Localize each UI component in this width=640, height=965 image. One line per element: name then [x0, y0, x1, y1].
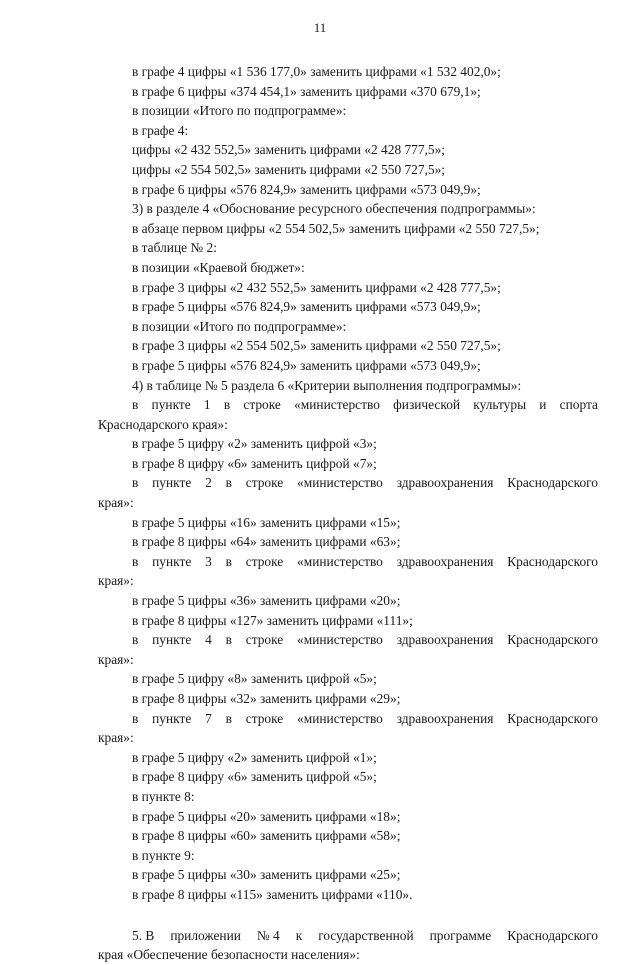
justified-line: 5. В приложении № 4 к государственной программе Краснодарского [132, 927, 598, 943]
page-number: 11 [313, 20, 327, 35]
paragraph-gap [98, 905, 598, 926]
text-line: 4) в таблице № 5 раздела 6 «Критерии выполнения подпрограммы»: [132, 377, 522, 393]
text-line: цифры «2 432 552,5» заменить цифрами «2 428 777,5»; [132, 142, 446, 158]
justified-line: в пункте 3 в строке «министерство здравоохранения Краснодарского [132, 553, 598, 569]
text-line: в позиции «Итого по подпрограмме»: [132, 318, 347, 334]
text-line: в графе 5 цифры «20» заменить цифрами «18»; [132, 808, 401, 824]
text-line: в графе 8 цифру «6» заменить цифрой «5»; [132, 769, 377, 785]
text-line: в графе 5 цифры «30» заменить цифрами «25»; [132, 867, 401, 883]
justified-line: в пункте 7 в строке «министерство здравоохранения Краснодарского [132, 710, 598, 726]
text-line: цифры «2 554 502,5» заменить цифрами «2 550 727,5»; [132, 161, 446, 177]
text-line: в графе 6 цифры «576 824,9» заменить цифрами «573 049,9»; [132, 181, 481, 197]
text-line: в графе 5 цифры «36» заменить цифрами «20»; [132, 593, 401, 609]
text-line: в графе 5 цифры «576 824,9» заменить цифрами «573 049,9»; [132, 357, 481, 373]
text-line: в графе 3 цифры «2 432 552,5» заменить цифрами «2 428 777,5»; [132, 279, 501, 295]
text-line: в графе 8 цифры «60» заменить цифрами «58»; [132, 828, 401, 844]
text-line: края»: [98, 495, 134, 511]
text-line: в графе 5 цифры «16» заменить цифрами «15»; [132, 514, 401, 530]
text-line: в графе 8 цифры «64» заменить цифрами «63»; [132, 534, 401, 550]
text-line: Краснодарского края»: [98, 416, 228, 432]
text-line: в графе 5 цифры «576 824,9» заменить цифрами «573 049,9»; [132, 299, 481, 315]
text-line: в графе 6 цифры «374 454,1» заменить цифрами «370 679,1»; [132, 83, 481, 99]
justified-line: в пункте 4 в строке «министерство здравоохранения Краснодарского [132, 632, 598, 648]
text-line: в пункте 9: [132, 847, 195, 863]
text-line: в графе 5 цифру «2» заменить цифрой «1»; [132, 749, 377, 765]
text-line: в графе 3 цифры «2 554 502,5» заменить цифрами «2 550 727,5»; [132, 338, 501, 354]
text-line: края»: [98, 730, 134, 746]
text-line: края»: [98, 573, 134, 589]
text-line: края «Обеспечение безопасности населения»: [98, 947, 360, 963]
text-line: в графе 4: [132, 122, 189, 138]
document-body [98, 62, 598, 965]
text-line: в графе 8 цифры «32» заменить цифрами «29»; [132, 691, 401, 706]
text-line: в графе 8 цифры «127» заменить цифрами «111»; [132, 612, 413, 628]
text-line: в позиции «Итого по подпрограмме»: [132, 103, 347, 119]
justified-line: в пункте 2 в строке «министерство здравоохранения Краснодарского [132, 475, 598, 491]
justified-line: в пункте 1 в строке «министерство физической культуры и спорта [132, 397, 598, 413]
text-line: края»: [98, 651, 134, 667]
text-line: в графе 5 цифру «2» заменить цифрой «3»; [132, 436, 377, 452]
text-line: в таблице № 2: [132, 240, 217, 256]
text-line: в графе 8 цифру «6» заменить цифрой «7»; [132, 455, 377, 471]
text-line: в графе 4 цифры «1 536 177,0» заменить цифрами «1 532 402,0»; [132, 64, 501, 79]
text-line: 3) в разделе 4 «Обоснование ресурсного обеспечения подпрограммы»: [132, 201, 536, 217]
text-line: в графе 5 цифру «8» заменить цифрой «5»; [132, 671, 377, 687]
text-line: в графе 8 цифры «115» заменить цифрами «110». [132, 886, 413, 902]
text-line: в абзаце первом цифры «2 554 502,5» заменить цифрами «2 550 727,5»; [132, 220, 540, 236]
text-line: в позиции «Краевой бюджет»: [132, 259, 305, 275]
text-line: в пункте 8: [132, 788, 195, 804]
